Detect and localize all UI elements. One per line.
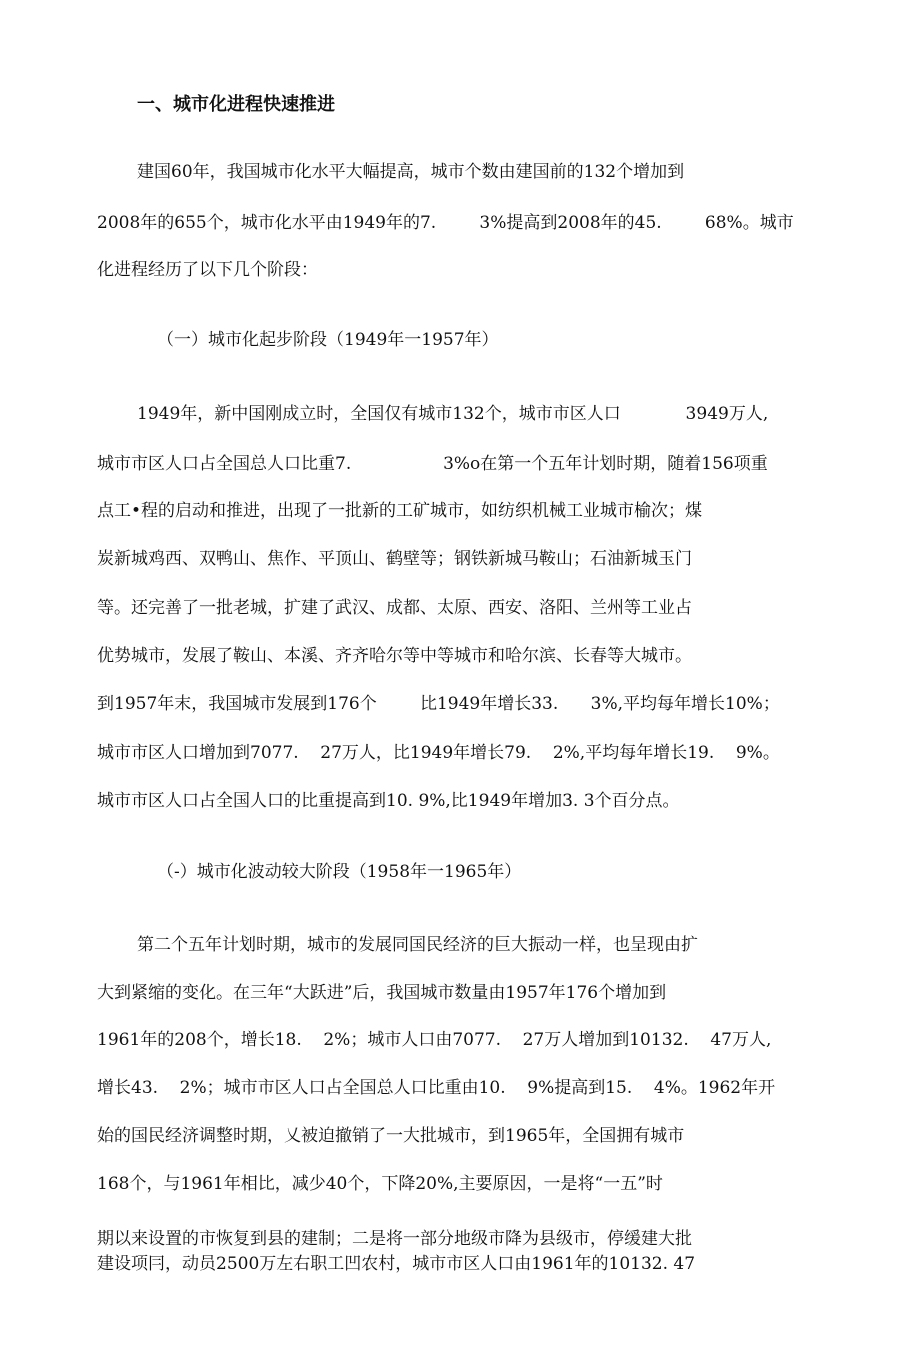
paragraph-line: 始的国民经济调整时期，乂被迫撤销了一大批城市，到1965年，全国拥有城市 [97,1126,685,1146]
paragraph-line: 等。还完善了一批老城，扩建了武汉、成都、太原、西安、洛阳、兰州等工业占 [97,598,692,618]
paragraph-line: 1949年，新中国刚成立时，全国仅有城市132个，城市市区人口 3949万人, [137,404,769,424]
paragraph-line: 到1957年末，我国城市发展到176个 比1949年增长33. 3%,平均每年增长10%； [97,694,780,714]
paragraph-line: 点工•程的启动和推进，出现了一批新的工矿城市，如纺织机械工业城市榆次；煤 [97,501,703,521]
subsection-title: （一）城市化起步阶段（1949年一1957年） [157,330,499,350]
paragraph-line: 168个，与1961年相比，减少40个，下降20%,主要原因，一是将“一五”时 [97,1174,663,1194]
paragraph-line: 城市市区人口增加到7077. 27万人，比1949年增长79. 2%,平均每年增长19. 9%。 [97,743,780,763]
paragraph-line: 炭新城鸡西、双鸭山、焦作、平顶山、鹤壁等；钢铁新城马鞍山；石油新城玉门 [97,549,692,569]
paragraph-line: 城市市区人口占全国总人口比重7. 3%o在第一个五年计划时期，随着156项重 [97,454,768,474]
paragraph-line: 1961年的208个，增长18. 2%；城市人口由7077. 27万人增加到10132. 47万人, [97,1030,772,1050]
section-heading: 一、城市化进程快速推进 [137,94,335,115]
paragraph-line: 建设项冃，动员2500万左右职工凹农村，城市市区人口由1961年的10132. 47 [97,1254,696,1274]
paragraph-line: 建国60年，我国城市化水平大幅提高，城市个数由建国前的132个增加到 [137,162,685,182]
paragraph-line: 大到紧缩的变化。在三年“大跃进”后，我国城市数量由1957年176个增加到 [97,983,667,1003]
subsection-title: （-）城市化波动较大阶段（1958年一1965年） [157,862,522,882]
paragraph-line: 城市市区人口占全国人口的比重提高到10. 9%,比1949年增加3. 3个百分点。 [97,791,680,811]
paragraph-line: 增长43. 2%；城市市区人口占全国总人口比重由10. 9%提高到15. 4%。1962年开 [97,1078,776,1098]
paragraph-line: 2008年的655个，城市化水平由1949年的7. 3%提高到2008年的45. 68%。城市 [97,213,794,233]
paragraph-line: 第二个五年计划时期，城市的发展同国民经济的巨大振动一样，也呈现由扩 [137,935,698,955]
paragraph-line: 化进程经历了以下几个阶段： [97,260,318,280]
paragraph-line: 期以来设置的市恢复到县的建制；二是将一部分地级市降为县级市，停缓建大批 [97,1229,692,1249]
paragraph-line: 优势城市，发展了鞍山、本溪、齐齐哈尔等中等城市和哈尔滨、长春等大城市。 [97,646,692,666]
